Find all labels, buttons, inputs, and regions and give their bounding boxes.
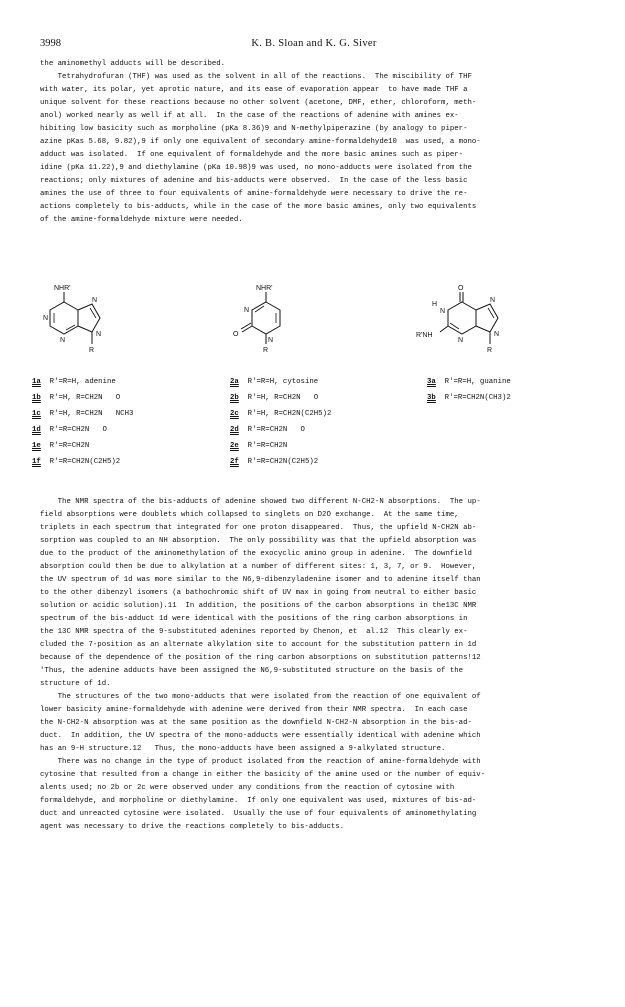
compound-entry [32, 426, 107, 434]
compound-entry [427, 378, 511, 386]
text-line: anol) worked nearly as well if at all. In the case of the reactions of adenine with amines ex- [40, 112, 459, 120]
compound-number: 2c [230, 410, 239, 418]
compound-definition: R'=R=CH2N(CH3)2 [444, 394, 511, 402]
compound-definition: R'=R=CH2N(C2H5)2 [247, 458, 319, 466]
text-line: the aminomethyl adducts will be described. [40, 60, 226, 68]
compound-number: 1c [32, 410, 41, 418]
compound-definition: R'=R=CH2N [49, 442, 90, 450]
text-line: There was no change in the type of product isolated from the reaction of amine-formaldehyde with [40, 758, 481, 766]
text-line: reactions; only mixtures of adenine and bis-adducts were observed. In the case of the less basic [40, 177, 468, 185]
guanine-n3-label: N [458, 337, 464, 344]
text-line: 'Thus, the adenine adducts have been assigned the N6,9-substituted structure on the basis of the [40, 667, 464, 675]
text-line: with water, its polar, yet aprotic nature, and its ease of evaporation appear to have made THF a [40, 86, 468, 94]
text-line: Tetrahydrofuran (THF) was used as the solvent in all of the reactions. The miscibility of THF [40, 73, 472, 81]
text-line: the N-CH2-N absorption was at the same position as the downfield N-CH2-N absorption in the bis-ad- [40, 719, 472, 727]
text-line: due to the product of the aminomethylation of the exocyclic amino group in adenine. The downfield [40, 550, 472, 558]
compound-number: 1d [32, 426, 41, 434]
adenine-n3-label: N [60, 337, 66, 344]
page-header [40, 38, 588, 52]
text-line: agent was necessary to drive the reactions completely to bis-adducts. [40, 823, 345, 831]
text-line: absorption could then be due to alkylation at a number of different sites: 1, 3, 7, or 9. However, [40, 563, 477, 571]
text-line: idine (pKa 11.22),9 and diethylamine (pKa 10.98)9 was used, no mono-adducts were isolated from the [40, 164, 472, 172]
text-line: the UV spectrum of 1d was more similar to the N6,9-dibenzyladenine isomer and to adenine itself than [40, 576, 481, 584]
text-line: duct and unreacted cytosine were isolated. Usually the use of four equivalents of aminomethylating [40, 810, 477, 818]
compound-entry [32, 410, 133, 418]
compound-number: 1a [32, 378, 41, 386]
text-line: cytosine that resulted from a change in either the basicity of the amine used or the number of equiv- [40, 771, 486, 779]
compound-definition: R'=H, R=CH2N(C2H5)2 [247, 410, 332, 418]
guanine-r-label: R [487, 347, 493, 354]
text-line: the 13C NMR spectra of the 9-substituted adenines reported by Chenon, et al.12 This clearly ex- [40, 628, 468, 636]
compound-definition: R'=R=CH2N(C2H5)2 [49, 458, 121, 466]
compound-number: 3b [427, 394, 436, 402]
compound-definition: R'=R=H, adenine [49, 378, 116, 386]
compound-entry [32, 378, 116, 386]
compound-entry [427, 394, 511, 402]
guanine-n9-label: N [494, 331, 500, 338]
running-title: K. B. Sloan and K. G. Siver [251, 38, 377, 49]
text-line: sorption was coupled to an NH absorption. The only possibility was that the upfield absorption was [40, 537, 477, 545]
compound-entry [230, 442, 287, 450]
text-line: to the other dibenzyl isomers (a bathochromic shift of UV max in going from neutral to either basic [40, 589, 477, 597]
compound-entry [230, 426, 305, 434]
text-line: amines the use of three to four equivalents of amine-formaldehyde were necessary to drive the re- [40, 190, 468, 198]
structures-figure [30, 282, 610, 487]
compound-entry [230, 378, 318, 386]
cytosine-structure [230, 282, 310, 352]
compound-number: 2a [230, 378, 239, 386]
compound-number: 1e [32, 442, 41, 450]
text-line: actions completely to bis-adducts, while in the case of the more basic amines, only two equivalents [40, 203, 477, 211]
text-line: formaldehyde, and morpholine or diethylamine. If only one equivalent was used, mixtures of bis-ad- [40, 797, 477, 805]
compound-definition: R'=H, R=CH2N O [49, 394, 121, 402]
page-number: 3998 [40, 38, 61, 49]
compound-entry [32, 458, 120, 466]
text-line: The NMR spectra of the bis-adducts of adenine showed two different N-CH2-N absorptions. The up- [40, 498, 481, 506]
compound-number: 2f [230, 458, 239, 466]
compound-entry [230, 410, 331, 418]
cytosine-n1-label: N [268, 337, 274, 344]
cytosine-nhr-label: NHR' [256, 285, 273, 292]
cytosine-n3-label: N [244, 307, 250, 314]
text-line: hibiting low basicity such as morpholine (pKa 8.36)9 and N-methylpiperazine (by analogy to piper- [40, 125, 468, 133]
cytosine-r-label: R [263, 347, 269, 354]
adenine-n7-label: N [92, 297, 98, 304]
guanine-n7-label: N [490, 297, 496, 304]
guanine-n1-label: N [440, 308, 446, 315]
body-text-bottom [40, 496, 485, 834]
text-line: The structures of the two mono-adducts that were isolated from the reaction of one equivalent of [40, 693, 481, 701]
compound-definition: R'=R=H, cytosine [247, 378, 319, 386]
compound-entry [32, 394, 120, 402]
text-line: because of the dependence of the position of the ring carbon absorptions on substitution patterns!12 [40, 654, 481, 662]
compound-entry [230, 458, 318, 466]
compound-definition: R'=R=CH2N O [49, 426, 107, 434]
text-line: adduct was isolated. If one equivalent of formaldehyde and the more basic amines such as piper- [40, 151, 464, 159]
text-line: azine pKas 5.68, 9.82),9 if only one equivalent of secondary amine-formaldehyde10 was used, a mono- [40, 138, 481, 146]
adenine-n1-label: N [43, 315, 49, 322]
guanine-o-label: O [458, 285, 464, 292]
compound-definition: R'=H, R=CH2N NCH3 [49, 410, 134, 418]
text-line: of the amine-formaldehyde mixture were needed. [40, 216, 243, 224]
compound-definition: R'=R=CH2N [247, 442, 288, 450]
compound-definition: R'=R=CH2N O [247, 426, 305, 434]
guanine-structure [416, 282, 530, 354]
text-line: cluded the 7-position as an alternate alkylation site to account for the substitution pattern in 1d [40, 641, 477, 649]
text-line: solution or acidic solution).11 In addition, the positions of the carbon absorptions in the13C NMR [40, 602, 477, 610]
adenine-n9-label: N [96, 331, 102, 338]
compound-number: 1b [32, 394, 41, 402]
text-line: triplets in each spectrum that integrated for one proton disappeared. Thus, the upfield N-CH2N ab- [40, 524, 477, 532]
adenine-nhr-label: NHR' [54, 285, 71, 292]
text-line: spectrum of the bis-adduct 1d were identical with the positions of the ring carbon absorptions in [40, 615, 468, 623]
compound-number: 3a [427, 378, 436, 386]
cytosine-o-label: O [233, 331, 239, 338]
compound-number: 2d [230, 426, 239, 434]
compound-definition: R'=H, R=CH2N O [247, 394, 319, 402]
text-line: alents used; no 2b or 2c were observed under any conditions from the reaction of cytosine with [40, 784, 455, 792]
body-text-top [40, 58, 481, 227]
text-line: has an 9-H structure.12 Thus, the mono-adducts have been assigned a 9-alkylated structure. [40, 745, 446, 753]
compound-number: 2b [230, 394, 239, 402]
text-line: duct. In addition, the UV spectra of the mono-adducts were essentially identical with adenine which [40, 732, 481, 740]
guanine-rnh-label: R'NH [416, 332, 433, 339]
compound-entry [230, 394, 318, 402]
text-line: structure of 1d. [40, 680, 111, 688]
compound-entry [32, 442, 89, 450]
adenine-structure [32, 282, 122, 352]
guanine-h-label: H [432, 301, 438, 308]
compound-number: 1f [32, 458, 41, 466]
text-line: unique solvent for these reactions because no other solvent (acetone, DMF, ether, chloroform, meth- [40, 99, 477, 107]
compound-number: 2e [230, 442, 239, 450]
compound-definition: R'=R=H, guanine [444, 378, 511, 386]
adenine-r-label: R [89, 347, 95, 354]
text-line: field absorptions were doublets which collapsed to singlets on D2O exchange. At the same time, [40, 511, 459, 519]
text-line: lower basicity amine-formaldehyde with adenine were derived from their NMR spectra. In each case [40, 706, 468, 714]
